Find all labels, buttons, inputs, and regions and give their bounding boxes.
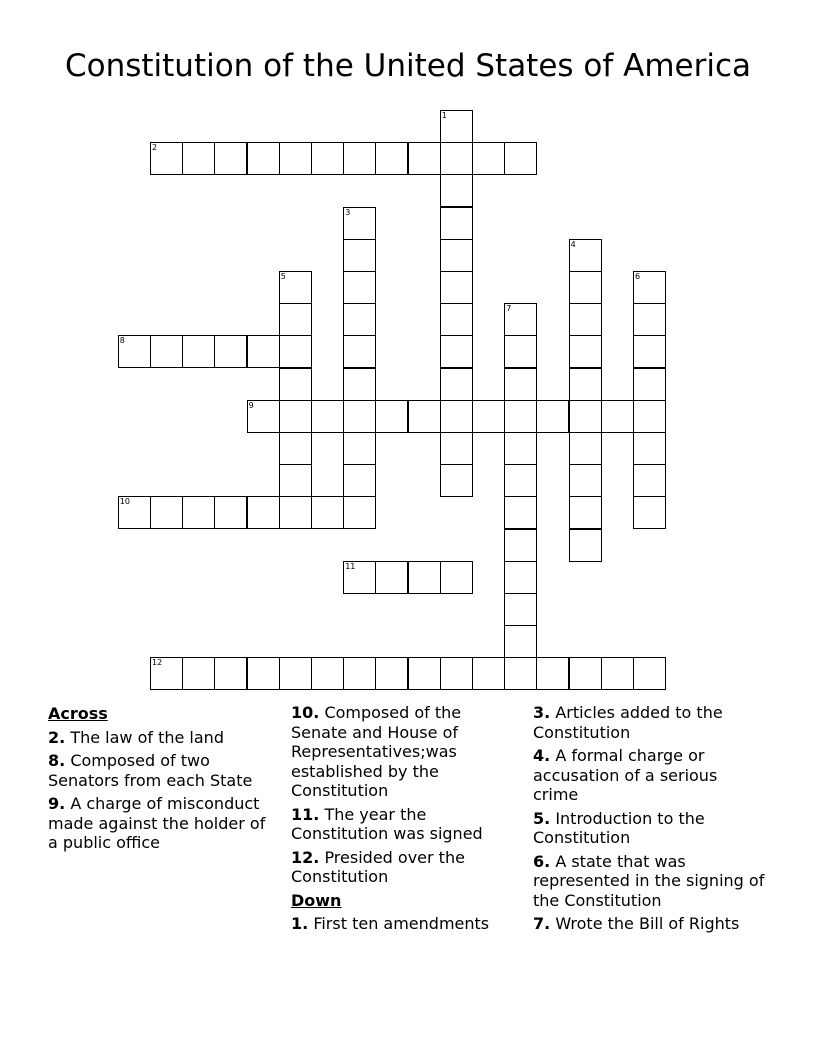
- grid-cell[interactable]: [504, 368, 537, 401]
- grid-cell[interactable]: [440, 207, 473, 240]
- grid-cell[interactable]: [440, 400, 473, 433]
- grid-cell[interactable]: [569, 496, 602, 529]
- grid-cell[interactable]: [536, 400, 569, 433]
- grid-cell[interactable]: [214, 657, 247, 690]
- across-clue-9: 9. A charge of misconduct made against the holder of a public office: [48, 794, 266, 852]
- grid-cell[interactable]: [601, 657, 634, 690]
- cell-number: 11: [345, 561, 356, 571]
- grid-cell[interactable]: [279, 400, 312, 433]
- cell-number: 2: [152, 143, 158, 153]
- grid-cell[interactable]: [118, 496, 151, 529]
- cell-number: 5: [280, 272, 286, 281]
- grid-cell[interactable]: [279, 271, 312, 304]
- grid-cell[interactable]: [633, 271, 666, 304]
- grid-cell[interactable]: [182, 335, 215, 368]
- grid-cell[interactable]: [633, 657, 666, 690]
- grid-cell[interactable]: [440, 142, 473, 175]
- grid-cell[interactable]: [569, 271, 602, 304]
- grid-cell[interactable]: [504, 529, 537, 562]
- grid-cell[interactable]: [279, 368, 312, 401]
- grid-cell[interactable]: [504, 496, 537, 529]
- grid-cell[interactable]: [440, 239, 473, 272]
- across-clue-8: 8. Composed of two Senators from each State: [48, 751, 253, 790]
- grid-cell[interactable]: [569, 400, 602, 433]
- cell-number: 1: [441, 111, 447, 120]
- grid-cell[interactable]: [504, 657, 537, 690]
- grid-cell[interactable]: [343, 303, 376, 336]
- grid-cell[interactable]: [504, 561, 537, 594]
- across-clue-2: 2. The law of the land: [48, 727, 224, 747]
- grid-cell[interactable]: [504, 593, 537, 626]
- grid-cell[interactable]: [343, 561, 376, 594]
- grid-cell[interactable]: [375, 400, 408, 433]
- grid-cell[interactable]: [311, 657, 344, 690]
- grid-cell[interactable]: [440, 561, 473, 594]
- grid-cell[interactable]: [472, 400, 505, 433]
- clues-column-1: [48, 703, 280, 857]
- across-heading: Across: [48, 704, 108, 723]
- grid-cell[interactable]: [569, 657, 602, 690]
- grid-cell[interactable]: [279, 657, 312, 690]
- grid-cell[interactable]: [504, 432, 537, 465]
- grid-cell[interactable]: [504, 400, 537, 433]
- grid-cell[interactable]: [279, 142, 312, 175]
- grid-cell[interactable]: [375, 657, 408, 690]
- grid-cell[interactable]: [279, 303, 312, 336]
- grid-cell[interactable]: [247, 496, 280, 529]
- grid-cell[interactable]: [536, 657, 569, 690]
- clues-column-3: [533, 703, 765, 938]
- grid-cell[interactable]: [343, 657, 376, 690]
- grid-cell[interactable]: [633, 335, 666, 368]
- across-clue-12: 12. Presided over the Constitution: [291, 847, 465, 886]
- cell-number: 9: [248, 400, 254, 410]
- grid-cell[interactable]: [440, 303, 473, 336]
- grid-cell[interactable]: [633, 400, 666, 433]
- cell-number: 12: [152, 658, 163, 668]
- grid-cell[interactable]: [214, 142, 247, 175]
- grid-cell[interactable]: [343, 239, 376, 272]
- grid-cell[interactable]: [182, 142, 215, 175]
- grid-cell[interactable]: [504, 303, 537, 336]
- grid-cell[interactable]: [569, 303, 602, 336]
- grid-cell[interactable]: [440, 110, 473, 143]
- grid-cell[interactable]: [569, 335, 602, 368]
- grid-cell[interactable]: [343, 335, 376, 368]
- grid-cell[interactable]: [311, 400, 344, 433]
- grid-cell[interactable]: [375, 142, 408, 175]
- grid-cell[interactable]: [118, 335, 151, 368]
- grid-cell[interactable]: [247, 335, 280, 368]
- grid-cell[interactable]: [569, 464, 602, 497]
- cell-number: 3: [345, 207, 351, 217]
- grid-cell[interactable]: [214, 496, 247, 529]
- grid-cell[interactable]: [504, 464, 537, 497]
- grid-cell[interactable]: [343, 400, 376, 433]
- grid-cell[interactable]: [504, 335, 537, 368]
- down-clue-7: 7. Wrote the Bill of Rights: [533, 914, 740, 933]
- clues-column-2: [291, 703, 511, 938]
- grid-cell[interactable]: [440, 335, 473, 368]
- grid-cell[interactable]: [150, 657, 183, 690]
- grid-cell[interactable]: [311, 496, 344, 529]
- grid-cell[interactable]: [150, 496, 183, 529]
- grid-cell[interactable]: [343, 464, 376, 497]
- grid-cell[interactable]: [343, 271, 376, 304]
- across-clue-11: 11. The year the Constitution was signed: [291, 804, 483, 843]
- grid-cell[interactable]: [408, 400, 441, 433]
- grid-cell[interactable]: [569, 368, 602, 401]
- grid-cell[interactable]: [279, 464, 312, 497]
- grid-cell[interactable]: [247, 142, 280, 175]
- grid-cell[interactable]: [279, 432, 312, 465]
- grid-cell[interactable]: [440, 368, 473, 401]
- grid-cell[interactable]: [343, 368, 376, 401]
- grid-cell[interactable]: [440, 464, 473, 497]
- grid-cell[interactable]: [182, 496, 215, 529]
- grid-cell[interactable]: [375, 561, 408, 594]
- grid-cell[interactable]: [440, 657, 473, 690]
- grid-cell[interactable]: [569, 432, 602, 465]
- grid-cell[interactable]: [408, 561, 441, 594]
- grid-cell[interactable]: [569, 529, 602, 562]
- grid-cell[interactable]: [633, 303, 666, 336]
- grid-cell[interactable]: [440, 271, 473, 304]
- grid-cell[interactable]: [633, 368, 666, 401]
- cell-number: 4: [570, 239, 576, 249]
- grid-cell[interactable]: [633, 464, 666, 497]
- grid-cell[interactable]: [504, 142, 537, 175]
- down-clue-5: 5. Introduction to the Constitution: [533, 808, 705, 847]
- grid-cell[interactable]: [279, 335, 312, 368]
- grid-cell[interactable]: [311, 142, 344, 175]
- grid-cell[interactable]: [504, 625, 537, 658]
- down-clue-3: 3. Articles added to the Constitution: [533, 703, 723, 742]
- across-clue-10: 10. Composed of the Senate and House of Representatives;was established by the Constitution: [291, 703, 462, 800]
- grid-cell[interactable]: [633, 496, 666, 529]
- grid-cell[interactable]: [343, 207, 376, 240]
- grid-cell[interactable]: [247, 657, 280, 690]
- cell-number: 10: [119, 497, 130, 507]
- grid-cell[interactable]: [472, 142, 505, 175]
- grid-cell[interactable]: [440, 174, 473, 207]
- grid-cell[interactable]: [601, 400, 634, 433]
- grid-cell[interactable]: [569, 239, 602, 272]
- grid-cell[interactable]: [472, 657, 505, 690]
- grid-cell[interactable]: [247, 400, 280, 433]
- grid-cell[interactable]: [150, 142, 183, 175]
- grid-cell[interactable]: [279, 496, 312, 529]
- grid-cell[interactable]: [343, 496, 376, 529]
- grid-cell[interactable]: [343, 432, 376, 465]
- grid-cell[interactable]: [408, 142, 441, 175]
- grid-cell[interactable]: [182, 657, 215, 690]
- grid-cell[interactable]: [214, 335, 247, 368]
- down-heading: Down: [291, 890, 342, 910]
- down-clue-1: 1. First ten amendments: [291, 914, 490, 933]
- cell-number: 7: [506, 304, 512, 314]
- cell-number: 8: [119, 336, 125, 346]
- grid-cell[interactable]: [150, 335, 183, 368]
- cell-number: 6: [635, 272, 641, 281]
- grid-cell[interactable]: [343, 142, 376, 175]
- down-clue-6: 6. A state that was represented in the signing of the Constitution: [533, 851, 765, 910]
- down-clue-4: 4. A formal charge or accusation of a serious crime: [533, 746, 718, 804]
- page-title: Constitution of the United States of America: [64, 48, 752, 84]
- grid-cell[interactable]: [440, 432, 473, 465]
- grid-cell[interactable]: [633, 432, 666, 465]
- grid-cell[interactable]: [408, 657, 441, 690]
